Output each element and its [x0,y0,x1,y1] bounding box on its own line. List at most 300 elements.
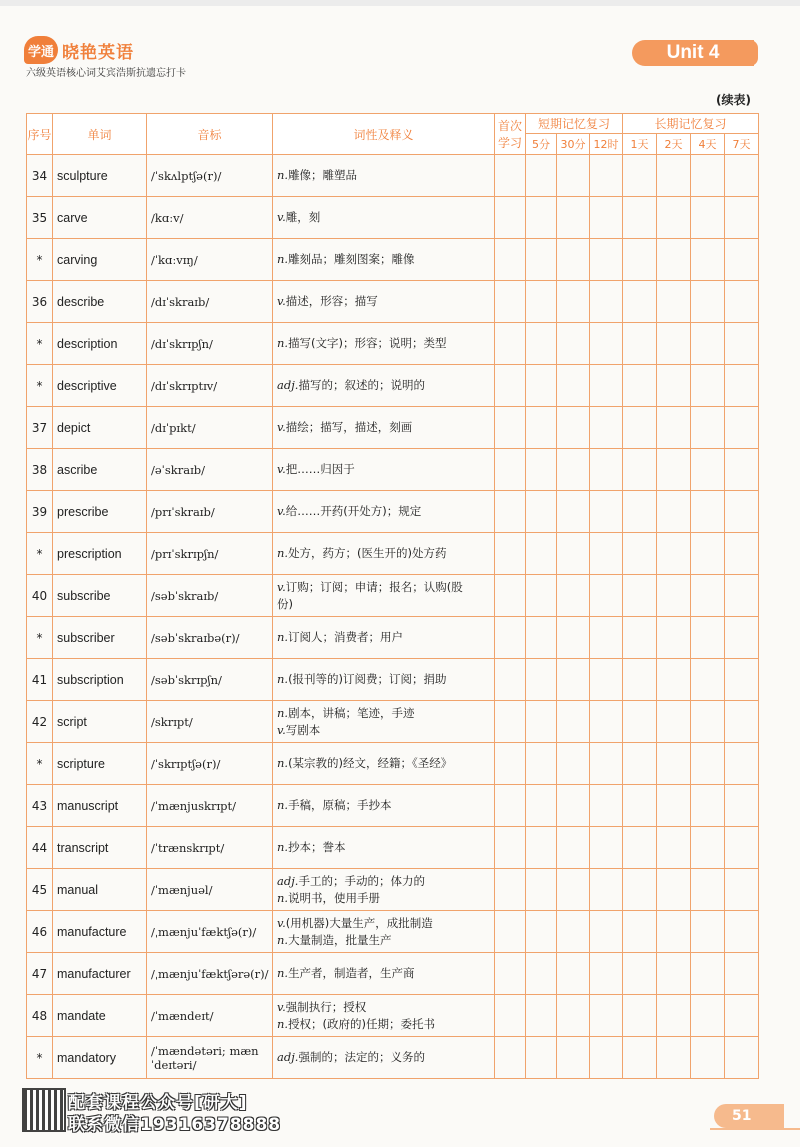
review-checkbox[interactable] [657,197,691,239]
row-number: 37 [27,407,53,449]
definition-text: 抄本；誊本 [288,840,346,854]
review-checkbox[interactable] [725,281,759,323]
review-checkbox[interactable] [557,659,590,701]
header-1day: 1天 [623,134,657,155]
meaning-line [277,797,494,814]
header-5min: 5分 [526,134,557,155]
review-checkbox[interactable] [526,365,557,407]
word-cell: carving [53,239,147,281]
review-checkbox[interactable] [725,575,759,617]
review-checkbox[interactable] [557,953,590,995]
review-checkbox[interactable] [526,953,557,995]
review-checkbox[interactable] [725,197,759,239]
review-checkbox[interactable] [526,995,557,1037]
review-checkbox[interactable] [557,491,590,533]
meaning-line [277,722,494,739]
top-border [0,0,800,6]
review-checkbox[interactable] [590,785,623,827]
review-checkbox[interactable] [495,323,526,365]
review-checkbox[interactable] [725,617,759,659]
review-checkbox[interactable] [725,827,759,869]
review-checkbox[interactable] [590,449,623,491]
definition-text: (用机器)大量生产，成批制造 [285,915,433,930]
review-checkbox[interactable] [495,407,526,449]
review-checkbox[interactable] [691,617,725,659]
review-checkbox[interactable] [495,617,526,659]
header-2day: 2天 [657,134,691,155]
table-row [27,449,759,491]
meaning-line [277,890,494,907]
table-row [27,827,759,869]
review-checkbox[interactable] [495,533,526,575]
pronunciation-cell: /dɪˈskrɪptɪv/ [147,365,273,407]
review-checkbox[interactable] [590,533,623,575]
review-checkbox[interactable] [657,323,691,365]
review-checkbox[interactable] [495,869,526,911]
pronunciation-cell: /səbˈskrɪpʃn/ [147,659,273,701]
review-checkbox[interactable] [657,1037,691,1079]
review-checkbox[interactable] [590,953,623,995]
table-row [27,491,759,533]
review-checkbox[interactable] [590,1037,623,1079]
review-checkbox[interactable] [557,449,590,491]
review-checkbox[interactable] [725,1037,759,1079]
meaning-cell [273,491,495,533]
review-checkbox[interactable] [623,197,657,239]
word-cell: subscription [53,659,147,701]
meaning-cell [273,827,495,869]
review-checkbox[interactable] [657,953,691,995]
review-checkbox[interactable] [557,575,590,617]
part-of-speech: adj. [277,378,299,392]
review-checkbox[interactable] [590,995,623,1037]
review-checkbox[interactable] [691,239,725,281]
review-checkbox[interactable] [526,323,557,365]
review-checkbox[interactable] [657,365,691,407]
review-checkbox[interactable] [557,785,590,827]
review-checkbox[interactable] [526,659,557,701]
book-subtitle: 六级英语核心词艾宾浩斯抗遗忘打卡 [26,68,186,79]
review-checkbox[interactable] [691,449,725,491]
review-checkbox[interactable] [557,533,590,575]
review-checkbox[interactable] [623,617,657,659]
part-of-speech: n. [277,705,289,720]
header-first-study: 首次学习 [495,114,526,155]
review-checkbox[interactable] [657,659,691,701]
review-checkbox[interactable] [691,911,725,953]
review-checkbox[interactable] [725,911,759,953]
review-checkbox[interactable] [590,365,623,407]
review-checkbox[interactable] [526,575,557,617]
definition-text: 说明书，使用手册 [288,890,381,905]
review-checkbox[interactable] [691,281,725,323]
pronunciation-cell: /dɪˈskraɪb/ [147,281,273,323]
review-checkbox[interactable] [691,743,725,785]
meaning-cell [273,197,495,239]
review-checkbox[interactable] [657,827,691,869]
review-checkbox[interactable] [495,785,526,827]
review-checkbox[interactable] [526,785,557,827]
review-checkbox[interactable] [526,869,557,911]
definition-text: 雕，刻 [285,210,321,224]
definition-text: 手稿，原稿；手抄本 [288,798,392,812]
review-checkbox[interactable] [495,365,526,407]
row-number: 45 [27,869,53,911]
review-checkbox[interactable] [526,197,557,239]
definition-text: 雕刻品；雕刻图案；雕像 [288,252,415,266]
review-checkbox[interactable] [623,155,657,197]
review-checkbox[interactable] [557,869,590,911]
word-cell: manufacturer [53,953,147,995]
review-checkbox[interactable] [657,785,691,827]
review-checkbox[interactable] [725,659,759,701]
meaning-line [277,1016,494,1033]
review-checkbox[interactable] [557,743,590,785]
review-checkbox[interactable] [623,953,657,995]
unit-tab: Unit 4 [632,40,754,66]
word-cell: describe [53,281,147,323]
row-number: * [27,365,53,407]
review-checkbox[interactable] [725,491,759,533]
definition-text: 强制的；法定的；义务的 [298,1050,425,1064]
review-checkbox[interactable] [495,491,526,533]
meaning-cell [273,533,495,575]
review-checkbox[interactable] [657,911,691,953]
review-checkbox[interactable] [691,659,725,701]
review-checkbox[interactable] [725,323,759,365]
review-checkbox[interactable] [657,701,691,743]
review-checkbox[interactable] [526,407,557,449]
review-checkbox[interactable] [590,239,623,281]
review-checkbox[interactable] [691,407,725,449]
row-number: 46 [27,911,53,953]
review-checkbox[interactable] [557,197,590,239]
review-checkbox[interactable] [657,995,691,1037]
definition-text: 订购；订阅；申请；报名；认购(股 [285,579,463,594]
page-number: 51 [714,1104,784,1128]
review-checkbox[interactable] [557,617,590,659]
table-row [27,239,759,281]
meaning-cell [273,575,495,617]
review-checkbox[interactable] [590,869,623,911]
review-checkbox[interactable] [623,407,657,449]
meaning-line [277,596,494,613]
review-checkbox[interactable] [590,575,623,617]
review-checkbox[interactable] [495,701,526,743]
header-4day: 4天 [691,134,725,155]
review-checkbox[interactable] [657,449,691,491]
pronunciation-cell: /ˈskrɪptʃə(r)/ [147,743,273,785]
review-checkbox[interactable] [526,743,557,785]
word-cell: manuscript [53,785,147,827]
word-cell: manufacture [53,911,147,953]
review-checkbox[interactable] [691,995,725,1037]
review-checkbox[interactable] [657,155,691,197]
review-checkbox[interactable] [657,281,691,323]
word-cell: depict [53,407,147,449]
definition-text: 描述，形容；描写 [285,294,378,308]
review-checkbox[interactable] [526,239,557,281]
meaning-line [277,839,494,856]
pronunciation-cell: /ˈkɑːvɪŋ/ [147,239,273,281]
header-long-term: 长期记忆复习 [623,114,759,134]
review-checkbox[interactable] [495,197,526,239]
definition-text: 写剧本 [285,722,321,737]
review-checkbox[interactable] [526,827,557,869]
review-checkbox[interactable] [691,1037,725,1079]
review-checkbox[interactable] [623,449,657,491]
review-checkbox[interactable] [623,743,657,785]
review-checkbox[interactable] [495,575,526,617]
meaning-cell [273,743,495,785]
part-of-speech: n. [277,932,289,947]
word-cell: manual [53,869,147,911]
review-checkbox[interactable] [657,407,691,449]
meaning-cell [273,953,495,995]
table-row [27,533,759,575]
meaning-cell [273,281,495,323]
review-checkbox[interactable] [495,995,526,1037]
review-checkbox[interactable] [526,911,557,953]
review-checkbox[interactable] [557,1037,590,1079]
review-checkbox[interactable] [557,323,590,365]
row-number: 42 [27,701,53,743]
review-checkbox[interactable] [691,953,725,995]
word-cell: subscribe [53,575,147,617]
meaning-line [277,503,494,520]
review-checkbox[interactable] [691,155,725,197]
review-checkbox[interactable] [657,239,691,281]
definition-text: 处方，药方；(医生开的)处方药 [288,546,447,560]
review-checkbox[interactable] [725,995,759,1037]
word-cell: mandate [53,995,147,1037]
part-of-speech: n. [277,630,289,644]
definition-text: 描写的；叙述的；说明的 [298,378,425,392]
review-checkbox[interactable] [657,617,691,659]
pronunciation-cell: /prɪˈskraɪb/ [147,491,273,533]
brand-logo [24,36,134,64]
review-checkbox[interactable] [623,365,657,407]
review-checkbox[interactable] [657,575,691,617]
table-row [27,365,759,407]
table-row [27,743,759,785]
meaning-cell [273,785,495,827]
review-checkbox[interactable] [725,365,759,407]
review-checkbox[interactable] [725,239,759,281]
pronunciation-cell: /səbˈskraɪb/ [147,575,273,617]
qr-code [22,1088,66,1132]
review-checkbox[interactable] [590,617,623,659]
review-checkbox[interactable] [590,323,623,365]
review-checkbox[interactable] [590,407,623,449]
review-checkbox[interactable] [623,533,657,575]
header-short-term: 短期记忆复习 [526,114,623,134]
review-checkbox[interactable] [557,911,590,953]
review-checkbox[interactable] [691,827,725,869]
meaning-line [277,335,494,352]
review-checkbox[interactable] [725,869,759,911]
review-checkbox[interactable] [623,659,657,701]
review-checkbox[interactable] [590,659,623,701]
part-of-speech: n. [277,890,289,905]
review-checkbox[interactable] [526,617,557,659]
review-checkbox[interactable] [691,491,725,533]
definition-text: 描写(文字)；形容；说明；类型 [288,336,447,350]
review-checkbox[interactable] [691,785,725,827]
review-checkbox[interactable] [725,533,759,575]
meaning-cell [273,155,495,197]
table-row [27,155,759,197]
part-of-speech: n. [277,546,289,560]
review-checkbox[interactable] [526,701,557,743]
footer-promo-line1: 配套课程公众号[研大] [68,1093,248,1113]
continued-label: (续表) [716,93,751,107]
review-checkbox[interactable] [623,281,657,323]
pronunciation-cell: /kɑːv/ [147,197,273,239]
definition-text: 强制执行；授权 [285,999,367,1014]
review-checkbox[interactable] [590,701,623,743]
table-row [27,1037,759,1079]
part-of-speech: v. [277,999,286,1014]
definition-text: 雕像；雕塑品 [288,168,358,182]
review-checkbox[interactable] [495,743,526,785]
review-checkbox[interactable] [623,1037,657,1079]
review-checkbox[interactable] [526,533,557,575]
meaning-line [277,873,494,890]
review-checkbox[interactable] [623,995,657,1037]
review-checkbox[interactable] [590,197,623,239]
review-checkbox[interactable] [725,785,759,827]
meaning-line [277,251,494,268]
definition-text: 给……开药(开处方)；规定 [285,504,422,518]
review-checkbox[interactable] [691,197,725,239]
review-checkbox[interactable] [590,281,623,323]
review-checkbox[interactable] [557,239,590,281]
review-checkbox[interactable] [725,953,759,995]
review-checkbox[interactable] [590,155,623,197]
part-of-speech: v. [277,210,286,224]
meaning-cell [273,995,495,1037]
review-checkbox[interactable] [590,491,623,533]
review-checkbox[interactable] [526,1037,557,1079]
review-checkbox[interactable] [495,1037,526,1079]
definition-text: 生产者，制造者，生产商 [288,966,415,980]
meaning-line [277,419,494,436]
review-checkbox[interactable] [557,407,590,449]
header-meaning: 词性及释义 [273,114,495,155]
review-checkbox[interactable] [725,449,759,491]
review-checkbox[interactable] [557,995,590,1037]
review-checkbox[interactable] [725,155,759,197]
review-checkbox[interactable] [657,533,691,575]
review-checkbox[interactable] [623,785,657,827]
definition-text: 剧本，讲稿；笔迹，手迹 [288,705,415,720]
review-checkbox[interactable] [557,281,590,323]
pronunciation-cell: /ˌmænjuˈfæktʃə(r)/ [147,911,273,953]
table-row [27,617,759,659]
review-checkbox[interactable] [526,155,557,197]
review-checkbox[interactable] [590,827,623,869]
review-checkbox[interactable] [557,155,590,197]
review-checkbox[interactable] [557,827,590,869]
row-number: 47 [27,953,53,995]
review-checkbox[interactable] [691,575,725,617]
row-number: 41 [27,659,53,701]
table-row [27,869,759,911]
definition-text: 订阅人；消费者；用户 [288,630,404,644]
row-number: 35 [27,197,53,239]
review-checkbox[interactable] [691,323,725,365]
word-cell: carve [53,197,147,239]
review-checkbox[interactable] [691,365,725,407]
part-of-speech: v. [277,722,286,737]
review-checkbox[interactable] [495,911,526,953]
review-checkbox[interactable] [495,239,526,281]
review-checkbox[interactable] [691,869,725,911]
pronunciation-cell: /ˌmænjuˈfæktʃərə(r)/ [147,953,273,995]
meaning-cell [273,1037,495,1079]
review-checkbox[interactable] [495,953,526,995]
pronunciation-cell: /ˈskʌlptʃə(r)/ [147,155,273,197]
meaning-line [277,755,494,772]
review-checkbox[interactable] [495,827,526,869]
page-number-underline [710,1128,800,1130]
review-checkbox[interactable] [657,743,691,785]
table-row [27,281,759,323]
review-checkbox[interactable] [691,701,725,743]
meaning-line [277,671,494,688]
review-checkbox[interactable] [557,365,590,407]
row-number: * [27,533,53,575]
review-checkbox[interactable] [623,575,657,617]
review-checkbox[interactable] [623,869,657,911]
review-checkbox[interactable] [623,491,657,533]
review-checkbox[interactable] [526,491,557,533]
review-checkbox[interactable] [623,323,657,365]
pronunciation-cell: /dɪˈpɪkt/ [147,407,273,449]
review-checkbox[interactable] [495,659,526,701]
review-checkbox[interactable] [623,911,657,953]
meaning-line [277,545,494,562]
review-checkbox[interactable] [691,533,725,575]
word-cell: prescribe [53,491,147,533]
review-checkbox[interactable] [725,407,759,449]
review-checkbox[interactable] [657,491,691,533]
review-checkbox[interactable] [623,239,657,281]
meaning-line [277,461,494,478]
meaning-cell [273,911,495,953]
review-checkbox[interactable] [526,449,557,491]
part-of-speech: v. [277,915,286,930]
review-checkbox[interactable] [526,281,557,323]
meaning-cell [273,869,495,911]
review-checkbox[interactable] [495,155,526,197]
meaning-line [277,209,494,226]
review-checkbox[interactable] [657,869,691,911]
review-checkbox[interactable] [590,911,623,953]
review-checkbox[interactable] [590,743,623,785]
part-of-speech: n. [277,336,289,350]
review-checkbox[interactable] [725,701,759,743]
review-checkbox[interactable] [623,827,657,869]
review-checkbox[interactable] [495,281,526,323]
table-row [27,323,759,365]
review-checkbox[interactable] [623,701,657,743]
review-checkbox[interactable] [557,701,590,743]
review-checkbox[interactable] [495,449,526,491]
row-number: * [27,617,53,659]
review-checkbox[interactable] [725,743,759,785]
